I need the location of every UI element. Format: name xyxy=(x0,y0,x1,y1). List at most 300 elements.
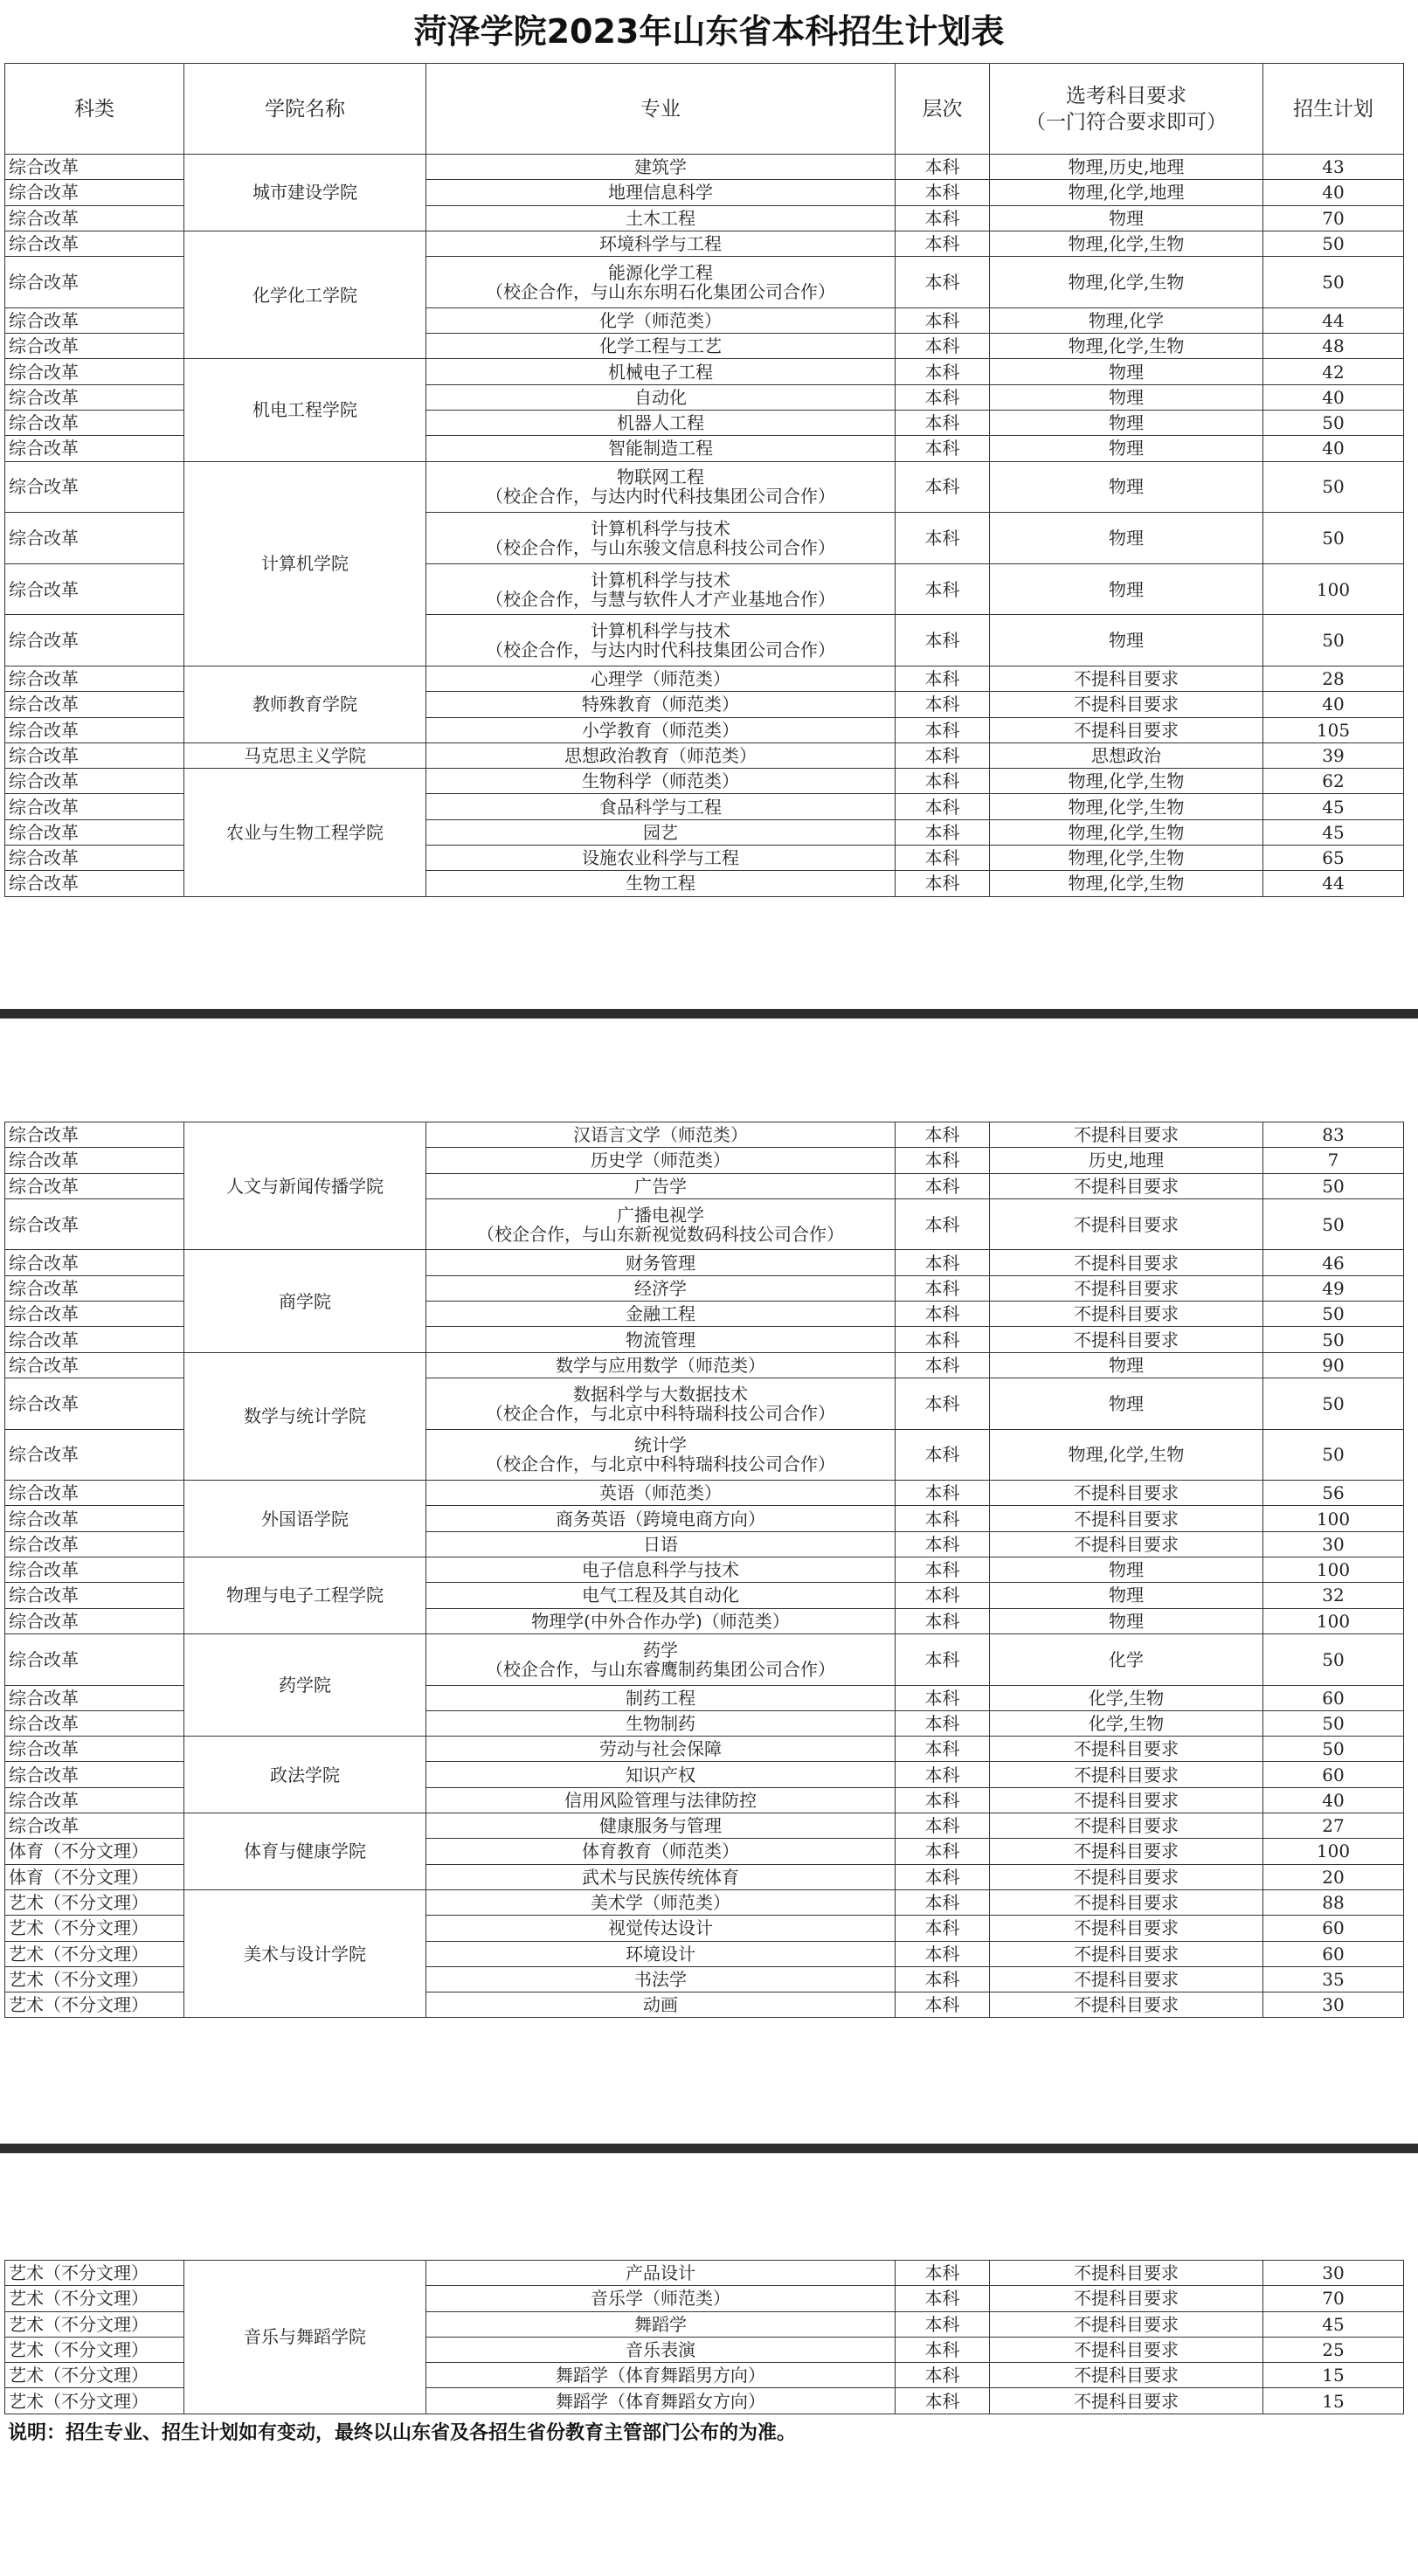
major-cell xyxy=(426,410,896,435)
category-cell: 体育（不分文理） xyxy=(5,1864,184,1889)
page-divider-1 xyxy=(0,1009,1418,1019)
header-subject-requirement-line1: 选考科目要求 xyxy=(1066,84,1186,107)
major-name: 土木工程 xyxy=(626,207,695,229)
plan-count-cell: 40 xyxy=(1263,180,1404,205)
major-cell xyxy=(426,1685,896,1710)
subject-requirement-cell: 不提科目要求 xyxy=(990,1531,1263,1557)
category-cell: 综合改革 xyxy=(5,1531,184,1557)
major-name: 汉语言文学（师范类） xyxy=(573,1124,748,1146)
college-name-cell: 音乐与舞蹈学院 xyxy=(184,2261,426,2414)
plan-table-part-3 xyxy=(4,2260,1404,2414)
plan-count-cell: 60 xyxy=(1263,1916,1404,1941)
major-cell xyxy=(426,155,896,180)
major-cell xyxy=(426,1327,896,1352)
plan-count-cell: 60 xyxy=(1263,1685,1404,1710)
level-cell: 本科 xyxy=(896,1710,990,1736)
major-note: （校企合作，与北京中科特瑞科技公司合作） xyxy=(486,1454,835,1475)
major-note: （校企合作，与达内时代科技集团公司合作） xyxy=(486,486,835,508)
major-cell xyxy=(426,717,896,742)
plan-count-cell: 32 xyxy=(1263,1583,1404,1608)
subject-requirement-cell: 物理 xyxy=(990,563,1263,615)
category-cell: 综合改革 xyxy=(5,1787,184,1813)
category-cell: 综合改革 xyxy=(5,1481,184,1506)
major-cell xyxy=(426,1583,896,1608)
level-cell: 本科 xyxy=(896,2388,990,2414)
plan-count-cell: 25 xyxy=(1263,2337,1404,2362)
subject-requirement-cell: 物理 xyxy=(990,436,1263,461)
category-cell: 综合改革 xyxy=(5,717,184,742)
major-cell xyxy=(426,1378,896,1429)
major-note: （校企合作，与山东新视觉数码科技公司合作） xyxy=(477,1223,844,1245)
college-name-cell: 城市建设学院 xyxy=(184,155,426,231)
category-cell: 综合改革 xyxy=(5,1352,184,1378)
subject-requirement-cell: 思想政治 xyxy=(990,742,1263,768)
level-cell: 本科 xyxy=(896,1941,990,1966)
category-cell: 综合改革 xyxy=(5,1633,184,1685)
major-cell xyxy=(426,1966,896,1992)
college-name-cell: 外国语学院 xyxy=(184,1481,426,1557)
level-cell: 本科 xyxy=(896,2337,990,2362)
table-row xyxy=(5,1250,1404,1275)
plan-count-cell: 45 xyxy=(1263,2311,1404,2337)
level-cell: 本科 xyxy=(896,257,990,308)
level-cell: 本科 xyxy=(896,1250,990,1275)
level-cell: 本科 xyxy=(896,2286,990,2311)
major-cell xyxy=(426,307,896,333)
major-name: 日语 xyxy=(643,1533,678,1555)
major-cell xyxy=(426,1250,896,1275)
college-name-cell: 物理与电子工程学院 xyxy=(184,1557,426,1634)
subject-requirement-cell: 不提科目要求 xyxy=(990,692,1263,717)
level-cell: 本科 xyxy=(896,1557,990,1583)
major-cell xyxy=(426,794,896,819)
subject-requirement-cell: 不提科目要求 xyxy=(990,1889,1263,1915)
table-row xyxy=(5,1889,1404,1915)
category-cell: 综合改革 xyxy=(5,384,184,410)
college-name-cell: 机电工程学院 xyxy=(184,359,426,461)
plan-count-cell: 30 xyxy=(1263,1992,1404,2018)
major-cell xyxy=(426,1916,896,1941)
category-cell: 艺术（不分文理） xyxy=(5,1889,184,1915)
category-cell: 综合改革 xyxy=(5,1327,184,1352)
major-cell xyxy=(426,1839,896,1864)
plan-count-cell: 30 xyxy=(1263,1531,1404,1557)
plan-count-cell: 15 xyxy=(1263,2388,1404,2414)
plan-count-cell: 100 xyxy=(1263,1608,1404,1633)
level-cell: 本科 xyxy=(896,461,990,513)
plan-count-cell: 50 xyxy=(1263,513,1404,564)
college-name-cell: 数学与统计学院 xyxy=(184,1352,426,1480)
major-cell xyxy=(426,1429,896,1481)
major-cell xyxy=(426,2261,896,2286)
subject-requirement-cell: 物理,化学 xyxy=(990,307,1263,333)
plan-count-cell: 50 xyxy=(1263,1378,1404,1429)
major-cell xyxy=(426,1302,896,1327)
plan-count-cell: 44 xyxy=(1263,871,1404,896)
major-cell xyxy=(426,1813,896,1839)
plan-count-cell: 50 xyxy=(1263,615,1404,666)
category-cell: 综合改革 xyxy=(5,563,184,615)
subject-requirement-cell: 不提科目要求 xyxy=(990,1992,1263,2018)
level-cell: 本科 xyxy=(896,155,990,180)
level-cell: 本科 xyxy=(896,205,990,231)
level-cell: 本科 xyxy=(896,2311,990,2337)
subject-requirement-cell: 物理,化学,生物 xyxy=(990,819,1263,845)
major-name: 劳动与社会保障 xyxy=(599,1738,722,1760)
category-cell: 综合改革 xyxy=(5,257,184,308)
header-category: 科类 xyxy=(5,64,184,155)
major-cell xyxy=(426,2388,896,2414)
category-cell: 综合改革 xyxy=(5,1583,184,1608)
subject-requirement-cell: 物理 xyxy=(990,359,1263,384)
level-cell: 本科 xyxy=(896,1633,990,1685)
college-name-cell: 政法学院 xyxy=(184,1737,426,1813)
major-name: 信用风险管理与法律防控 xyxy=(564,1789,757,1811)
subject-requirement-cell: 物理,化学,生物 xyxy=(990,871,1263,896)
subject-requirement-cell: 化学,生物 xyxy=(990,1685,1263,1710)
plan-count-cell: 35 xyxy=(1263,1966,1404,1992)
subject-requirement-cell: 物理 xyxy=(990,615,1263,666)
major-name: 财务管理 xyxy=(626,1252,695,1274)
subject-requirement-cell: 不提科目要求 xyxy=(990,717,1263,742)
major-cell xyxy=(426,1198,896,1250)
category-cell: 综合改革 xyxy=(5,513,184,564)
major-name: 机械电子工程 xyxy=(608,361,713,383)
header-college: 学院名称 xyxy=(184,64,426,155)
major-cell xyxy=(426,2363,896,2388)
level-cell: 本科 xyxy=(896,1864,990,1889)
plan-count-cell: 50 xyxy=(1263,1198,1404,1250)
major-cell xyxy=(426,1148,896,1173)
category-cell: 综合改革 xyxy=(5,334,184,359)
major-cell xyxy=(426,334,896,359)
major-note: （校企合作，与北京中科特瑞科技公司合作） xyxy=(486,1402,835,1424)
major-cell xyxy=(426,205,896,231)
major-name: 机器人工程 xyxy=(617,412,704,434)
level-cell: 本科 xyxy=(896,1122,990,1148)
major-name: 计算机科学与技术 xyxy=(591,569,730,590)
plan-count-cell: 30 xyxy=(1263,2261,1404,2286)
subject-requirement-cell: 历史,地理 xyxy=(990,1148,1263,1173)
level-cell: 本科 xyxy=(896,1148,990,1173)
category-cell: 艺术（不分文理） xyxy=(5,1941,184,1966)
subject-requirement-cell: 不提科目要求 xyxy=(990,1813,1263,1839)
level-cell: 本科 xyxy=(896,717,990,742)
plan-count-cell: 40 xyxy=(1263,692,1404,717)
category-cell: 艺术（不分文理） xyxy=(5,2261,184,2286)
plan-count-cell: 105 xyxy=(1263,717,1404,742)
category-cell: 综合改革 xyxy=(5,231,184,256)
category-cell: 综合改革 xyxy=(5,1378,184,1429)
major-cell xyxy=(426,461,896,513)
plan-count-cell: 50 xyxy=(1263,461,1404,513)
major-cell xyxy=(426,1481,896,1506)
major-name: 物理学(中外合作办学)（师范类） xyxy=(531,1610,790,1632)
category-cell: 艺术（不分文理） xyxy=(5,1916,184,1941)
category-cell: 艺术（不分文理） xyxy=(5,1992,184,2018)
table-header-row xyxy=(5,64,1404,155)
category-cell: 综合改革 xyxy=(5,1122,184,1148)
subject-requirement-cell: 物理,化学,生物 xyxy=(990,769,1263,794)
major-cell xyxy=(426,1531,896,1557)
level-cell: 本科 xyxy=(896,666,990,691)
level-cell: 本科 xyxy=(896,846,990,871)
subject-requirement-cell: 不提科目要求 xyxy=(990,1737,1263,1762)
subject-requirement-cell: 不提科目要求 xyxy=(990,2286,1263,2311)
table-row xyxy=(5,461,1404,513)
subject-requirement-cell: 不提科目要求 xyxy=(990,1864,1263,1889)
category-cell: 综合改革 xyxy=(5,742,184,768)
table-row xyxy=(5,155,1404,180)
subject-requirement-cell: 物理,化学,生物 xyxy=(990,846,1263,871)
major-cell xyxy=(426,1737,896,1762)
subject-requirement-cell: 物理,化学,生物 xyxy=(990,334,1263,359)
level-cell: 本科 xyxy=(896,1762,990,1787)
major-name: 舞蹈学（体育舞蹈男方向） xyxy=(556,2365,765,2386)
major-name: 舞蹈学（体育舞蹈女方向） xyxy=(556,2390,765,2412)
table-row xyxy=(5,359,1404,384)
college-name-cell: 人文与新闻传播学院 xyxy=(184,1122,426,1250)
major-name: 动画 xyxy=(643,1994,678,2016)
level-cell: 本科 xyxy=(896,410,990,435)
subject-requirement-cell: 不提科目要求 xyxy=(990,1787,1263,1813)
major-cell xyxy=(426,2337,896,2362)
plan-count-cell: 100 xyxy=(1263,563,1404,615)
table-row xyxy=(5,1352,1404,1378)
major-name: 美术学（师范类） xyxy=(591,1892,730,1914)
subject-requirement-cell: 物理 xyxy=(990,384,1263,410)
table-row xyxy=(5,769,1404,794)
plan-count-cell: 50 xyxy=(1263,1302,1404,1327)
plan-count-cell: 70 xyxy=(1263,2286,1404,2311)
major-cell xyxy=(426,1941,896,1966)
major-name: 广播电视学 xyxy=(617,1204,704,1226)
subject-requirement-cell: 不提科目要求 xyxy=(990,1275,1263,1301)
subject-requirement-cell: 不提科目要求 xyxy=(990,1506,1263,1531)
major-note: （校企合作，与山东东明石化集团公司合作） xyxy=(486,280,835,302)
college-name-cell: 马克思主义学院 xyxy=(184,742,426,768)
header-subject-requirement-line2: （一门符合要求即可） xyxy=(1026,110,1227,134)
major-name: 建筑学 xyxy=(634,156,687,178)
subject-requirement-cell: 化学 xyxy=(990,1633,1263,1685)
category-cell: 综合改革 xyxy=(5,1429,184,1481)
level-cell: 本科 xyxy=(896,769,990,794)
major-name: 电子信息科学与技术 xyxy=(582,1559,739,1581)
subject-requirement-cell: 不提科目要求 xyxy=(990,2311,1263,2337)
major-name: 商务英语（跨境电商方向） xyxy=(556,1508,765,1530)
plan-count-cell: 50 xyxy=(1263,410,1404,435)
subject-requirement-cell: 不提科目要求 xyxy=(990,2363,1263,2388)
major-cell xyxy=(426,180,896,205)
category-cell: 综合改革 xyxy=(5,436,184,461)
major-cell xyxy=(426,742,896,768)
major-cell xyxy=(426,1992,896,2018)
major-cell xyxy=(426,871,896,896)
category-cell: 综合改革 xyxy=(5,1198,184,1250)
major-name: 武术与民族传统体育 xyxy=(582,1866,739,1888)
category-cell: 综合改革 xyxy=(5,461,184,513)
major-name: 音乐学（师范类） xyxy=(591,2288,730,2310)
plan-count-cell: 42 xyxy=(1263,359,1404,384)
level-cell: 本科 xyxy=(896,384,990,410)
category-cell: 综合改革 xyxy=(5,1275,184,1301)
subject-requirement-cell: 不提科目要求 xyxy=(990,1302,1263,1327)
level-cell: 本科 xyxy=(896,1889,990,1915)
major-cell xyxy=(426,1352,896,1378)
plan-count-cell: 62 xyxy=(1263,769,1404,794)
major-cell xyxy=(426,257,896,308)
level-cell: 本科 xyxy=(896,231,990,256)
subject-requirement-cell: 不提科目要求 xyxy=(990,2388,1263,2414)
plan-count-cell: 40 xyxy=(1263,436,1404,461)
plan-count-cell: 100 xyxy=(1263,1506,1404,1531)
level-cell: 本科 xyxy=(896,819,990,845)
subject-requirement-cell: 物理,化学,地理 xyxy=(990,180,1263,205)
plan-count-cell: 40 xyxy=(1263,384,1404,410)
major-cell xyxy=(426,846,896,871)
level-cell: 本科 xyxy=(896,359,990,384)
table-row xyxy=(5,1633,1404,1685)
major-cell xyxy=(426,819,896,845)
level-cell: 本科 xyxy=(896,1352,990,1378)
level-cell: 本科 xyxy=(896,1583,990,1608)
level-cell: 本科 xyxy=(896,1327,990,1352)
major-name: 小学教育（师范类） xyxy=(582,719,739,741)
major-cell xyxy=(426,1787,896,1813)
category-cell: 综合改革 xyxy=(5,819,184,845)
level-cell: 本科 xyxy=(896,307,990,333)
plan-count-cell: 90 xyxy=(1263,1352,1404,1378)
major-name: 特殊教育（师范类） xyxy=(582,694,739,715)
college-name-cell: 化学化工学院 xyxy=(184,231,426,358)
level-cell: 本科 xyxy=(896,1198,990,1250)
plan-count-cell: 44 xyxy=(1263,307,1404,333)
subject-requirement-cell: 不提科目要求 xyxy=(990,1762,1263,1787)
category-cell: 综合改革 xyxy=(5,1506,184,1531)
major-note: （校企合作，与慧与软件人才产业基地合作） xyxy=(486,588,835,610)
major-name: 园艺 xyxy=(643,821,678,843)
plan-count-cell: 50 xyxy=(1263,1710,1404,1736)
plan-count-cell: 50 xyxy=(1263,1429,1404,1481)
major-cell xyxy=(426,436,896,461)
category-cell: 综合改革 xyxy=(5,1148,184,1173)
category-cell: 综合改革 xyxy=(5,155,184,180)
table-row xyxy=(5,1737,1404,1762)
plan-count-cell: 100 xyxy=(1263,1557,1404,1583)
major-name: 广告学 xyxy=(634,1175,687,1197)
major-cell xyxy=(426,615,896,666)
plan-count-cell: 100 xyxy=(1263,1839,1404,1864)
category-cell: 综合改革 xyxy=(5,307,184,333)
header-level: 层次 xyxy=(896,64,990,155)
major-name: 智能制造工程 xyxy=(608,438,713,459)
subject-requirement-cell: 物理,化学,生物 xyxy=(990,1429,1263,1481)
subject-requirement-cell: 不提科目要求 xyxy=(990,1839,1263,1864)
header-major: 专业 xyxy=(426,64,896,155)
plan-count-cell: 56 xyxy=(1263,1481,1404,1506)
subject-requirement-cell: 不提科目要求 xyxy=(990,1481,1263,1506)
major-cell xyxy=(426,692,896,717)
level-cell: 本科 xyxy=(896,1685,990,1710)
level-cell: 本科 xyxy=(896,1992,990,2018)
category-cell: 综合改革 xyxy=(5,794,184,819)
major-name: 英语（师范类） xyxy=(599,1482,722,1504)
category-cell: 综合改革 xyxy=(5,1710,184,1736)
category-cell: 综合改革 xyxy=(5,1173,184,1198)
subject-requirement-cell: 不提科目要求 xyxy=(990,1966,1263,1992)
category-cell: 综合改革 xyxy=(5,1557,184,1583)
category-cell: 综合改革 xyxy=(5,359,184,384)
subject-requirement-cell: 不提科目要求 xyxy=(990,2337,1263,2362)
major-name: 物流管理 xyxy=(626,1329,695,1350)
subject-requirement-cell: 物理 xyxy=(990,1557,1263,1583)
plan-count-cell: 7 xyxy=(1263,1148,1404,1173)
level-cell: 本科 xyxy=(896,1787,990,1813)
level-cell: 本科 xyxy=(896,871,990,896)
level-cell: 本科 xyxy=(896,2261,990,2286)
category-cell: 艺术（不分文理） xyxy=(5,2388,184,2414)
major-name: 化学工程与工艺 xyxy=(599,335,722,357)
level-cell: 本科 xyxy=(896,1916,990,1941)
subject-requirement-cell: 不提科目要求 xyxy=(990,2261,1263,2286)
level-cell: 本科 xyxy=(896,1966,990,1992)
major-name: 生物制药 xyxy=(626,1712,695,1734)
level-cell: 本科 xyxy=(896,1737,990,1762)
table-row xyxy=(5,1122,1404,1148)
plan-count-cell: 50 xyxy=(1263,1737,1404,1762)
plan-count-cell: 50 xyxy=(1263,1327,1404,1352)
major-name: 书法学 xyxy=(634,1968,687,1990)
header-subject-requirement xyxy=(990,64,1263,155)
major-cell xyxy=(426,1633,896,1685)
table-row xyxy=(5,231,1404,256)
subject-requirement-cell: 不提科目要求 xyxy=(990,1250,1263,1275)
major-name: 计算机科学与技术 xyxy=(591,620,730,642)
major-name: 设施农业科学与工程 xyxy=(582,847,739,869)
level-cell: 本科 xyxy=(896,513,990,564)
subject-requirement-cell: 不提科目要求 xyxy=(990,1941,1263,1966)
plan-count-cell: 50 xyxy=(1263,1173,1404,1198)
major-name: 电气工程及其自动化 xyxy=(582,1585,739,1606)
category-cell: 综合改革 xyxy=(5,1685,184,1710)
table-row xyxy=(5,1813,1404,1839)
college-name-cell: 商学院 xyxy=(184,1250,426,1352)
table-row xyxy=(5,1557,1404,1583)
major-cell xyxy=(426,359,896,384)
category-cell: 综合改革 xyxy=(5,615,184,666)
plan-count-cell: 20 xyxy=(1263,1864,1404,1889)
category-cell: 综合改革 xyxy=(5,666,184,691)
major-cell xyxy=(426,1557,896,1583)
category-cell: 艺术（不分文理） xyxy=(5,2311,184,2337)
subject-requirement-cell: 物理 xyxy=(990,410,1263,435)
subject-requirement-cell: 不提科目要求 xyxy=(990,1122,1263,1148)
plan-table-part-1 xyxy=(4,63,1404,897)
major-name: 金融工程 xyxy=(626,1303,695,1325)
major-name: 数据科学与大数据技术 xyxy=(573,1383,748,1405)
major-cell xyxy=(426,1608,896,1633)
major-name: 环境设计 xyxy=(626,1943,695,1965)
category-cell: 综合改革 xyxy=(5,846,184,871)
plan-count-cell: 50 xyxy=(1263,1633,1404,1685)
major-name: 药学 xyxy=(643,1639,678,1661)
category-cell: 艺术（不分文理） xyxy=(5,2337,184,2362)
major-name: 健康服务与管理 xyxy=(599,1815,722,1837)
subject-requirement-cell: 物理 xyxy=(990,513,1263,564)
category-cell: 综合改革 xyxy=(5,1250,184,1275)
plan-count-cell: 45 xyxy=(1263,794,1404,819)
table-row xyxy=(5,666,1404,691)
